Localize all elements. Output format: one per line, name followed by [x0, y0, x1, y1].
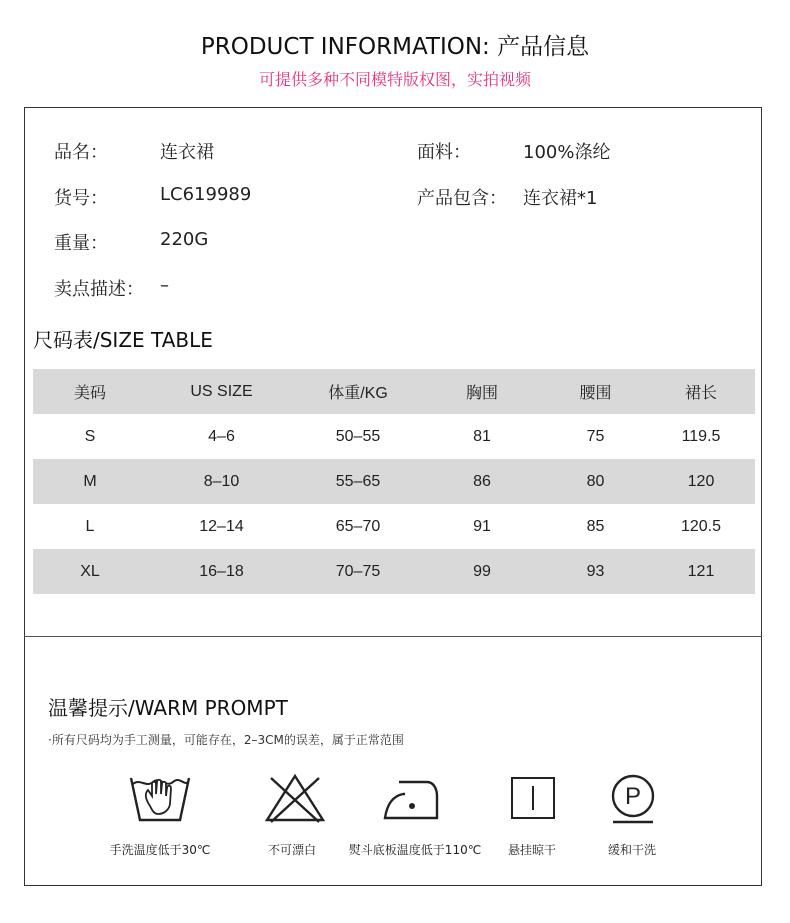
- care-label: 缓和干洗: [607, 843, 657, 857]
- table-cell: M: [33, 459, 147, 504]
- table-cell: 81: [473, 427, 491, 445]
- header-cell: 裙长: [647, 369, 755, 414]
- table-cell: 12–14: [199, 517, 244, 535]
- header-cell: 体重/KG: [296, 369, 420, 414]
- weight-label: 重量：: [54, 233, 108, 254]
- table-cell: 50–55: [335, 427, 381, 445]
- page-subtitle: 可提供多种不同模特版权图，实拍视频: [258, 70, 531, 89]
- table-cell: 86: [420, 459, 544, 504]
- table-cell: 120: [647, 459, 755, 504]
- name-value: 连衣裙: [160, 142, 214, 163]
- table-row: [33, 549, 755, 594]
- no-bleach-icon: [230, 772, 360, 824]
- selling-value: –: [160, 275, 169, 296]
- table-cell: 80: [544, 459, 647, 504]
- table-cell: 16–18: [147, 549, 296, 594]
- table-row: [33, 414, 755, 459]
- dry-clean-p-icon: [568, 772, 698, 824]
- care-label: 手洗温度低于30℃: [109, 843, 211, 857]
- includes-label: 产品包含：: [417, 188, 507, 209]
- page-title: PRODUCT INFORMATION: 产品信息: [200, 34, 590, 60]
- table-cell: 119.5: [681, 427, 721, 445]
- fabric-value: 100%涤纶: [523, 142, 611, 163]
- selling-label: 卖点描述：: [54, 279, 144, 300]
- table-row: [33, 459, 755, 504]
- name-label-text: 品名：: [54, 142, 108, 163]
- table-cell: 70–75: [296, 549, 420, 594]
- fabric-label: 面料：: [417, 142, 471, 163]
- item-no-label: 货号：: [54, 188, 108, 209]
- hand-wash-icon: [95, 772, 225, 824]
- table-cell: 75: [586, 427, 605, 445]
- header-cell: 胸围: [420, 369, 544, 414]
- size-table-header-row: [33, 369, 755, 414]
- care-label: 悬挂晾干: [507, 843, 557, 857]
- prompt-note: ·所有尺码均为手工测量，可能存在，2–3CM的误差，属于正常范围: [48, 733, 404, 747]
- header-cell: US SIZE: [147, 369, 296, 414]
- table-cell: 4–6: [208, 427, 235, 445]
- header-cell: 腰围: [544, 369, 647, 414]
- size-table-heading: 尺码表/SIZE TABLE: [33, 328, 213, 352]
- weight-value: 220G: [160, 229, 209, 250]
- item-no-value: LC619989: [160, 184, 252, 205]
- table-cell: 85: [586, 517, 605, 535]
- prompt-heading: 温馨提示/WARM PROMPT: [48, 696, 288, 720]
- table-cell: S: [84, 427, 96, 445]
- header-cell: 美码: [33, 369, 147, 414]
- table-cell: 55–65: [296, 459, 420, 504]
- table-cell: 99: [420, 549, 544, 594]
- iron-icon: [348, 772, 478, 824]
- table-cell: 121: [647, 549, 755, 594]
- table-cell: 8–10: [147, 459, 296, 504]
- care-label: 熨斗底板温度低于110℃: [348, 843, 482, 857]
- name-label: [54, 138, 138, 164]
- includes-value: 连衣裙*1: [523, 188, 598, 209]
- table-cell: 93: [544, 549, 647, 594]
- care-label: 不可漂白: [267, 843, 317, 857]
- section-divider: [24, 636, 762, 637]
- table-cell: XL: [33, 549, 147, 594]
- table-cell: 91: [473, 517, 491, 535]
- svg-text:P: P: [624, 783, 642, 810]
- table-cell: 65–70: [335, 517, 381, 535]
- table-row: [33, 504, 755, 549]
- table-cell: 120.5: [680, 517, 722, 535]
- size-table: [33, 369, 755, 594]
- table-cell: L: [85, 517, 95, 535]
